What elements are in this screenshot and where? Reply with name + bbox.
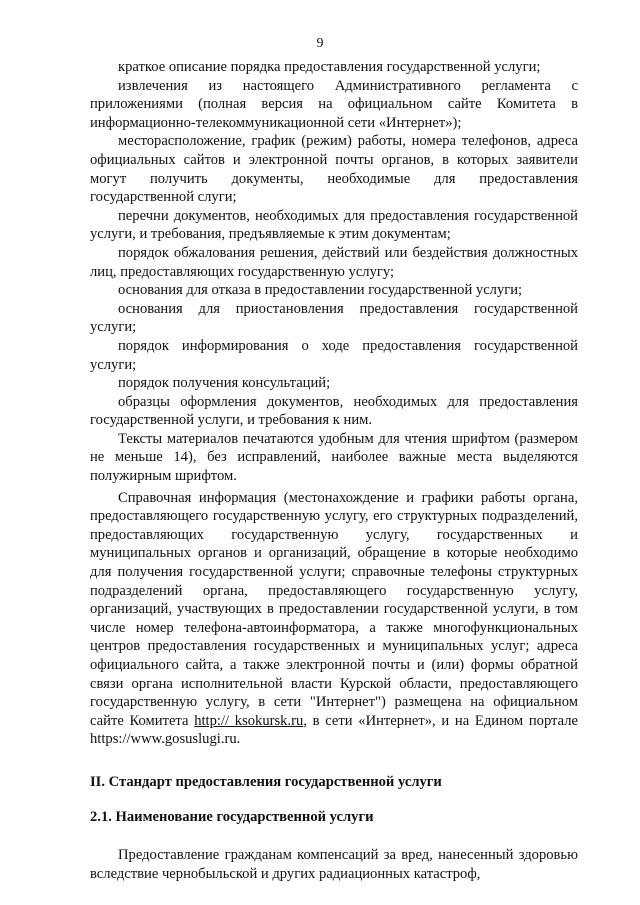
- reference-info-paragraph: [90, 489, 578, 749]
- list-item: порядок обжалования решения, действий или бездействия должностных лиц, предоставляющих государственную услугу;: [90, 244, 578, 280]
- list-item: месторасположение, график (режим) работы, номера телефонов, адреса официальных сайтов и электронной почты органов, в которых заявители могут получить документы, необходимые для предоставления государственной слуги;: [90, 133, 578, 206]
- list-item: образцы оформления документов, необходимых для предоставления государственной услуги, и требования к ним.: [90, 393, 578, 429]
- list-item: основания для приостановления предоставления государственной услуги;: [90, 300, 578, 336]
- document-body: [90, 58, 578, 883]
- list-item: основания для отказа в предоставлении государственной услуги;: [118, 282, 523, 299]
- list-item: краткое описание порядка предоставления государственной услуги;: [118, 59, 541, 75]
- subsection-title: 2.1. Наименование государственной услуги: [90, 808, 374, 825]
- committee-site-link[interactable]: http:// ksokursk.ru: [194, 712, 304, 729]
- list-item: перечни документов, необходимых для предоставления государственной услуги, и требования, предъявляемые к этим документам;: [90, 207, 578, 243]
- reference-info-text: Справочная информация (местонахождение и графики работы органа, предоставляющего государственную услугу, его структурных подразделений, предоставляющих государственную услугу, государственных и муниципальных органов и организаций, обращение в которые необходимо для получения государственной услуги; справочные телефоны структурных подразделений органа, предоставляющего государственную услугу, организаций, участвующих в предоставлении государственной услуги, в том числе номер телефона-автоинформатора, а также многофункциональных центров предоставления государственных и муниципальных услуг; адреса официального сайта, а также электронной почты и (или) формы обратной связи органа исполнительной власти Курской области, предоставляющего государственную услугу, в сети "Интернет") размещена на официальном сайте Комитета: [90, 489, 578, 729]
- list-item: порядок информирования о ходе предоставления государственной услуги;: [90, 337, 578, 373]
- font-requirements-paragraph: Тексты материалов печатаются удобным для чтения шрифтом (размером не меньше 14), без исправлений, наиболее важные места выделяются полужирным шрифтом.: [90, 430, 578, 485]
- reference-info-tail: , в сети «Интернет», и на Едином портале https://www.gosuslugi.ru.: [90, 712, 578, 748]
- page-number: 9: [316, 36, 324, 51]
- list-item: порядок получения консультаций;: [118, 375, 331, 392]
- list-item: извлечения из настоящего Административного регламента с приложениями (полная версия на официальном сайте Комитета в информационно-телекоммуникационной сети «Интернет»);: [90, 77, 578, 131]
- service-name-paragraph: Предоставление гражданам компенсаций за вред, нанесенный здоровью вследствие чернобыльской и других радиационных катастроф,: [90, 847, 578, 882]
- section-title: II. Стандарт предоставления государственной услуги: [90, 773, 442, 790]
